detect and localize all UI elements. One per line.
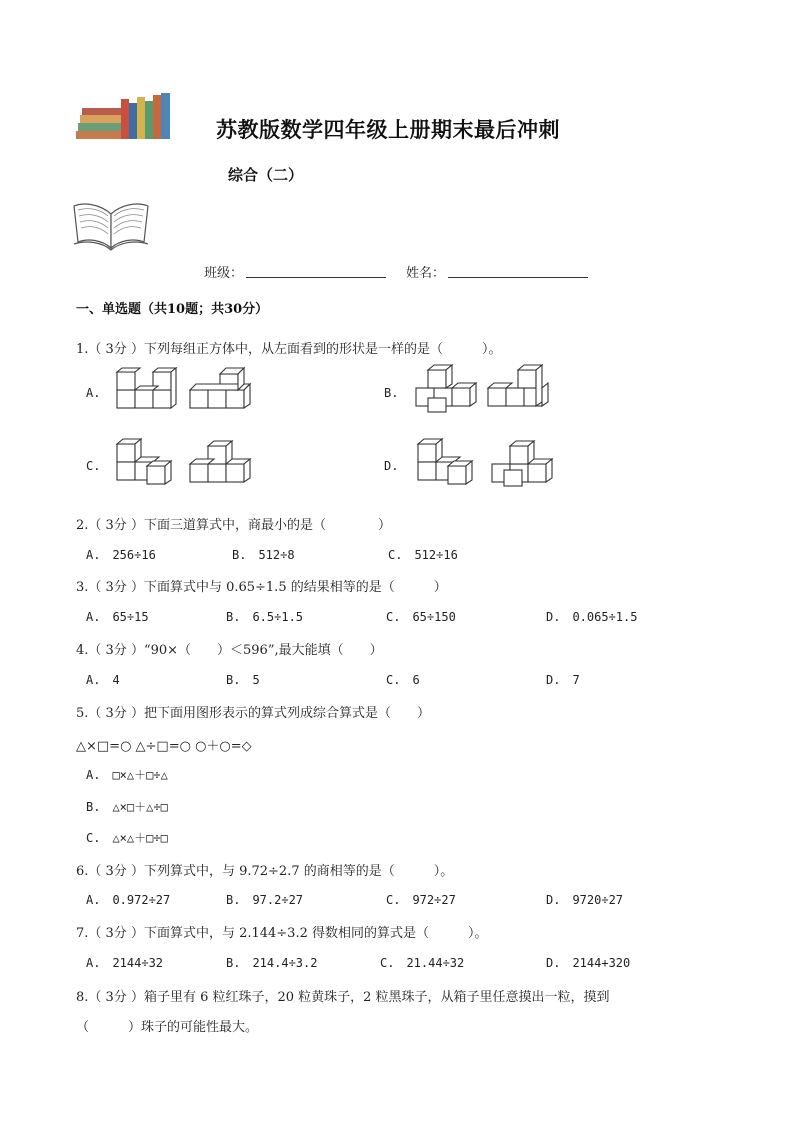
question-4: 4.（ 3分 ）“90×（ ）＜596”,最大能填（ ） [76, 643, 383, 658]
question-5: 5.（ 3分 ）把下面用图形表示的算式列成综合算式是（ ） [76, 706, 430, 721]
q6-option-d[interactable]: D. 9720÷27 [546, 893, 624, 907]
question-1: 1.（ 3分 ）下列每组正方体中，从左面看到的形状是一样的是（ ）。 [76, 342, 502, 357]
name-field[interactable] [448, 276, 588, 278]
q1-option-c-label[interactable]: C. [86, 459, 101, 473]
q1-option-d-figure [408, 436, 553, 490]
q3-option-b[interactable]: B. 6.5÷1.5 [226, 610, 304, 624]
open-book-icon [70, 196, 152, 254]
question-6: 6.（ 3分 ）下列算式中，与 9.72÷2.7 的商相等的是（ ）。 [76, 864, 454, 879]
q7-option-d[interactable]: D. 2144+320 [546, 956, 631, 970]
q6-option-c[interactable]: C. 972÷27 [386, 893, 456, 907]
section-title: 一、单选题（共10题；共30分） [76, 302, 269, 317]
q5-shape-equations: △×□=○ △÷□=○ ○＋○=◇ [76, 739, 252, 754]
q7-option-c[interactable]: C. 21.44÷32 [380, 956, 465, 970]
name-label: 姓名： [406, 266, 446, 281]
q2-option-c[interactable]: C. 512÷16 [388, 548, 458, 562]
q4-option-d[interactable]: D. 7 [546, 673, 580, 687]
question-8-continued: （ ）珠子的可能性最大。 [76, 1020, 259, 1035]
page-subtitle: 综合（二） [228, 166, 304, 184]
question-7: 7.（ 3分 ）下面算式中，与 2.144÷3.2 得数相同的算式是（ ）。 [76, 926, 488, 941]
q5-option-b[interactable]: B. △×□＋△÷□ [86, 800, 168, 814]
q4-option-c[interactable]: C. 6 [386, 673, 420, 687]
class-label: 班级： [204, 266, 244, 281]
q6-option-b[interactable]: B. 97.2÷27 [226, 893, 304, 907]
q1-option-b-figure [408, 364, 553, 414]
q3-option-c[interactable]: C. 65÷150 [386, 610, 456, 624]
page-title: 苏教版数学四年级上册期末最后冲刺 [216, 117, 560, 142]
q4-option-b[interactable]: B. 5 [226, 673, 260, 687]
q2-option-a[interactable]: A. 256÷16 [86, 548, 156, 562]
q7-option-b[interactable]: B. 214.4÷3.2 [226, 956, 318, 970]
q5-option-a[interactable]: A. □×△＋□÷△ [86, 768, 168, 782]
q3-option-a[interactable]: A. 65÷15 [86, 610, 149, 624]
q5-option-c[interactable]: C. △×△＋□÷□ [86, 831, 168, 845]
q1-option-c-figure [112, 436, 252, 488]
question-8: 8.（ 3分 ）箱子里有 6 粒红珠子，20 粒黄珠子，2 粒黑珠子，从箱子里任意摸出一粒，摸到 [76, 990, 610, 1005]
question-2: 2.（ 3分 ）下面三道算式中，商最小的是（ ） [76, 518, 391, 533]
q3-option-d[interactable]: D. 0.065÷1.5 [546, 610, 638, 624]
q6-option-a[interactable]: A. 0.972÷27 [86, 893, 171, 907]
class-field[interactable] [246, 276, 386, 278]
question-3: 3.（ 3分 ）下面算式中与 0.65÷1.5 的结果相等的是（ ） [76, 580, 447, 595]
q2-option-b[interactable]: B. 512÷8 [232, 548, 295, 562]
q1-option-b-label[interactable]: B. [384, 386, 399, 400]
q4-option-a[interactable]: A. 4 [86, 673, 120, 687]
q1-option-a-label[interactable]: A. [86, 386, 101, 400]
q1-option-d-label[interactable]: D. [384, 459, 399, 473]
q7-option-a[interactable]: A. 2144÷32 [86, 956, 164, 970]
books-icon [76, 93, 176, 141]
q1-option-a-figure [112, 366, 252, 412]
